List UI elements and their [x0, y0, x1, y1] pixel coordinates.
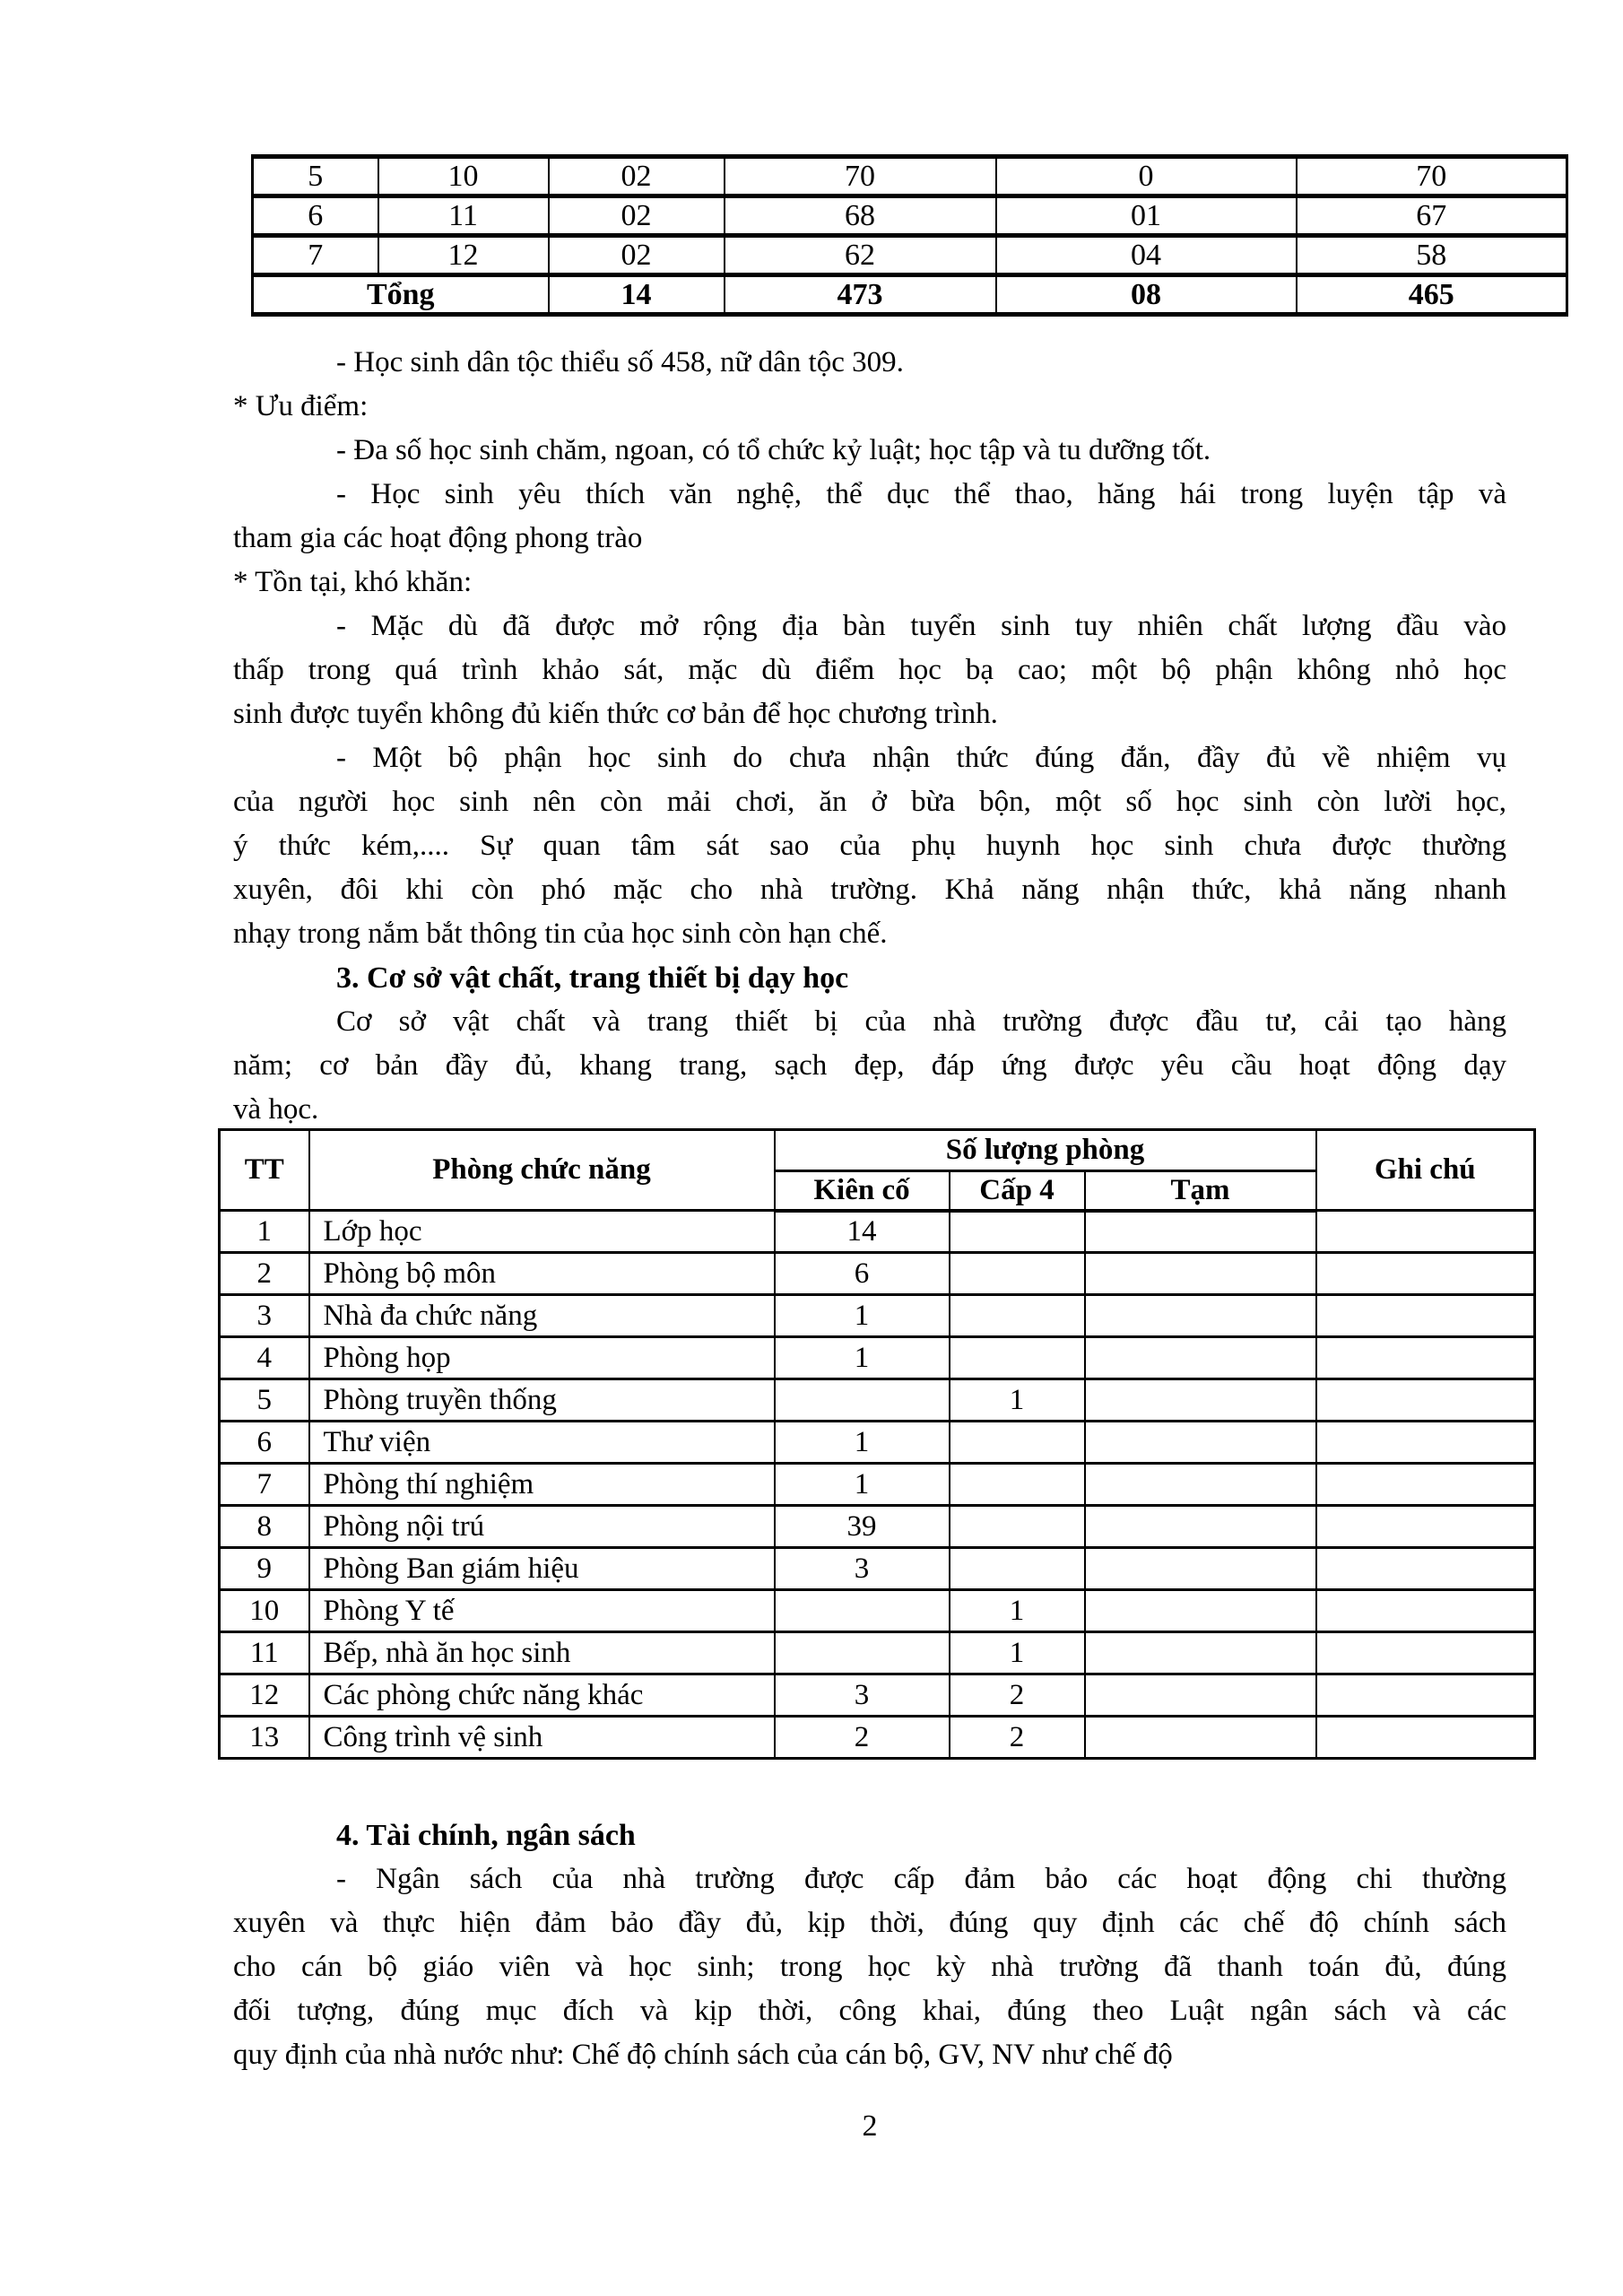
facilities-table	[218, 1128, 1536, 1760]
paragraph-line: xuyên, đôi khi còn phó mặc cho nhà trường. Khả năng nhận thức, khả năng nhanh	[233, 874, 1506, 906]
header-cell-temp: Tạm	[1085, 1171, 1316, 1211]
enrollment-table	[251, 154, 1568, 317]
cell: 12	[220, 1674, 309, 1717]
cell: 02	[549, 157, 725, 196]
paragraph-line: tham gia các hoạt động phong trào	[233, 522, 643, 554]
room-name-cell: Phòng họp	[309, 1337, 775, 1379]
room-name-cell: Phòng Ban giám hiệu	[309, 1548, 775, 1590]
cell: 2	[950, 1717, 1085, 1759]
table-row	[220, 1379, 1535, 1422]
cell: 11	[378, 196, 549, 236]
cell: 1	[950, 1379, 1085, 1422]
cell	[1316, 1632, 1535, 1674]
cell: 6	[253, 196, 378, 236]
cell	[950, 1211, 1085, 1253]
room-name-cell: Công trình vệ sinh	[309, 1717, 775, 1759]
cell: 01	[996, 196, 1297, 236]
section-heading: 4. Tài chính, ngân sách	[336, 1819, 636, 1852]
facilities-table-header	[220, 1130, 1535, 1211]
cell	[1316, 1717, 1535, 1759]
cell: 6	[775, 1253, 950, 1295]
cell	[1316, 1590, 1535, 1632]
table-row	[220, 1337, 1535, 1379]
cell	[1316, 1379, 1535, 1422]
cell: 58	[1297, 236, 1567, 275]
cell: 1	[775, 1422, 950, 1464]
cell: 1	[950, 1632, 1085, 1674]
table-row	[220, 1632, 1535, 1674]
table-row	[220, 1717, 1535, 1759]
cell	[950, 1548, 1085, 1590]
facilities-table-body	[220, 1211, 1535, 1759]
cell	[1316, 1337, 1535, 1379]
header-cell-grade4: Cấp 4	[950, 1171, 1085, 1211]
cell	[1085, 1717, 1316, 1759]
cell	[1316, 1506, 1535, 1548]
cell: 9	[220, 1548, 309, 1590]
cell	[1316, 1548, 1535, 1590]
room-name-cell: Phòng Y tế	[309, 1590, 775, 1632]
cell	[950, 1295, 1085, 1337]
cell	[1085, 1211, 1316, 1253]
enrollment-table-body	[253, 157, 1567, 315]
cell	[1085, 1506, 1316, 1548]
paragraph-line: năm; cơ bản đầy đủ, khang trang, sạch đẹp, đáp ứng được yêu cầu hoạt động dạy	[233, 1049, 1506, 1082]
table-row	[220, 1464, 1535, 1506]
cell: 68	[725, 196, 996, 236]
paragraph-line: của người học sinh nên còn mải chơi, ăn ở bừa bộn, một số học sinh còn lười học,	[233, 786, 1506, 818]
header-cell-note: Ghi chú	[1316, 1130, 1535, 1211]
cell: 10	[378, 157, 549, 196]
cell: 1	[220, 1211, 309, 1253]
table-row	[220, 1211, 1535, 1253]
room-name-cell: Nhà đa chức năng	[309, 1295, 775, 1337]
table-row	[220, 1295, 1535, 1337]
total-value-cell: 08	[996, 275, 1297, 315]
table-row	[220, 1548, 1535, 1590]
cell: 0	[996, 157, 1297, 196]
cell: 3	[220, 1295, 309, 1337]
room-name-cell: Phòng nội trú	[309, 1506, 775, 1548]
cell: 8	[220, 1506, 309, 1548]
section-heading: 3. Cơ sở vật chất, trang thiết bị dạy học	[336, 961, 849, 995]
cell	[1085, 1548, 1316, 1590]
cell: 7	[220, 1464, 309, 1506]
paragraph-line: * Ưu điểm:	[233, 390, 369, 422]
paragraph-line: đối tượng, đúng mục đích và kịp thời, công khai, đúng theo Luật ngân sách và các	[233, 1995, 1506, 2027]
total-row	[253, 275, 1567, 315]
cell	[1316, 1674, 1535, 1717]
cell: 2	[950, 1674, 1085, 1717]
cell: 1	[775, 1295, 950, 1337]
cell	[950, 1253, 1085, 1295]
total-value-cell: 465	[1297, 275, 1567, 315]
paragraph-line: và học.	[233, 1093, 319, 1126]
cell: 2	[220, 1253, 309, 1295]
table-row	[220, 1253, 1535, 1295]
cell: 10	[220, 1590, 309, 1632]
cell	[1085, 1379, 1316, 1422]
room-name-cell: Phòng bộ môn	[309, 1253, 775, 1295]
paragraph-line: thấp trong quá trình khảo sát, mặc dù điểm học bạ cao; một bộ phận không nhỏ học	[233, 654, 1506, 686]
cell: 1	[950, 1590, 1085, 1632]
cell	[1316, 1464, 1535, 1506]
room-name-cell: Thư viện	[309, 1422, 775, 1464]
table-row	[253, 196, 1567, 236]
room-name-cell: Các phòng chức năng khác	[309, 1674, 775, 1717]
cell: 12	[378, 236, 549, 275]
cell: 6	[220, 1422, 309, 1464]
table-row	[253, 157, 1567, 196]
cell: 70	[1297, 157, 1567, 196]
cell: 3	[775, 1674, 950, 1717]
paragraph-line: Cơ sở vật chất và trang thiết bị của nhà trường được đầu tư, cải tạo hàng	[336, 1005, 1506, 1038]
cell	[950, 1422, 1085, 1464]
cell: 02	[549, 236, 725, 275]
cell	[775, 1632, 950, 1674]
cell: 1	[775, 1464, 950, 1506]
cell	[950, 1506, 1085, 1548]
cell: 39	[775, 1506, 950, 1548]
cell: 67	[1297, 196, 1567, 236]
paragraph-line: - Đa số học sinh chăm, ngoan, có tổ chức kỷ luật; học tập và tu dưỡng tốt.	[336, 434, 1211, 466]
cell: 11	[220, 1632, 309, 1674]
paragraph-line: ý thức kém,.... Sự quan tâm sát sao của phụ huynh học sinh chưa được thường	[233, 830, 1506, 862]
cell	[1085, 1632, 1316, 1674]
cell: 7	[253, 236, 378, 275]
cell	[1316, 1295, 1535, 1337]
cell: 02	[549, 196, 725, 236]
page-number: 2	[862, 2109, 878, 2143]
cell: 5	[253, 157, 378, 196]
cell: 5	[220, 1379, 309, 1422]
room-name-cell: Phòng thí nghiệm	[309, 1464, 775, 1506]
cell: 13	[220, 1717, 309, 1759]
cell	[1085, 1422, 1316, 1464]
cell	[1316, 1211, 1535, 1253]
cell: 2	[775, 1717, 950, 1759]
cell	[950, 1337, 1085, 1379]
total-label-cell: Tổng	[253, 275, 549, 315]
cell: 3	[775, 1548, 950, 1590]
cell	[1085, 1674, 1316, 1717]
cell: 04	[996, 236, 1297, 275]
table-row	[220, 1422, 1535, 1464]
paragraph-line: quy định của nhà nước như: Chế độ chính sách của cán bộ, GV, NV như chế độ	[233, 2039, 1173, 2071]
section-text-block-1	[233, 341, 1506, 1132]
cell: 70	[725, 157, 996, 196]
paragraph-line: cho cán bộ giáo viên và học sinh; trong học kỳ nhà trường đã thanh toán đủ, đúng	[233, 1951, 1506, 1983]
cell	[775, 1379, 950, 1422]
cell	[775, 1590, 950, 1632]
paragraph-line: - Mặc dù đã được mở rộng địa bàn tuyển sinh tuy nhiên chất lượng đầu vào	[336, 610, 1506, 642]
total-value-cell: 14	[549, 275, 725, 315]
cell: 62	[725, 236, 996, 275]
total-value-cell: 473	[725, 275, 996, 315]
paragraph-line: sinh được tuyển không đủ kiến thức cơ bản để học chương trình.	[233, 698, 998, 730]
table-row	[253, 236, 1567, 275]
paragraph-line: - Học sinh yêu thích văn nghệ, thể dục thể thao, hăng hái trong luyện tập và	[336, 478, 1506, 510]
room-name-cell: Bếp, nhà ăn học sinh	[309, 1632, 775, 1674]
cell: 14	[775, 1211, 950, 1253]
paragraph-line: - Ngân sách của nhà trường được cấp đảm bảo các hoạt động chi thường	[336, 1863, 1506, 1895]
paragraph-line: * Tồn tại, khó khăn:	[233, 566, 473, 598]
paragraph-line: - Một bộ phận học sinh do chưa nhận thức đúng đắn, đầy đủ về nhiệm vụ	[336, 742, 1506, 774]
cell: 1	[775, 1337, 950, 1379]
cell	[1085, 1253, 1316, 1295]
section-text-block-2	[233, 1813, 1506, 2077]
cell	[1085, 1295, 1316, 1337]
table-row	[220, 1590, 1535, 1632]
cell	[1316, 1422, 1535, 1464]
paragraph-line: nhạy trong nắm bắt thông tin của học sinh còn hạn chế.	[233, 918, 888, 950]
table-row	[220, 1674, 1535, 1717]
header-cell-solid: Kiên cố	[775, 1171, 950, 1211]
header-cell-quantity-group: Số lượng phòng	[775, 1130, 1316, 1171]
header-cell-room: Phòng chức năng	[309, 1130, 775, 1211]
header-cell-tt: TT	[220, 1130, 309, 1211]
table-row	[220, 1506, 1535, 1548]
cell	[950, 1464, 1085, 1506]
cell: 4	[220, 1337, 309, 1379]
cell	[1085, 1590, 1316, 1632]
header-row-1	[220, 1130, 1535, 1171]
cell	[1316, 1253, 1535, 1295]
cell	[1085, 1464, 1316, 1506]
cell	[1085, 1337, 1316, 1379]
room-name-cell: Phòng truyền thống	[309, 1379, 775, 1422]
paragraph-line: xuyên và thực hiện đảm bảo đầy đủ, kịp thời, đúng quy định các chế độ chính sách	[233, 1907, 1506, 1939]
room-name-cell: Lớp học	[309, 1211, 775, 1253]
paragraph-line: - Học sinh dân tộc thiểu số 458, nữ dân tộc 309.	[336, 346, 904, 378]
